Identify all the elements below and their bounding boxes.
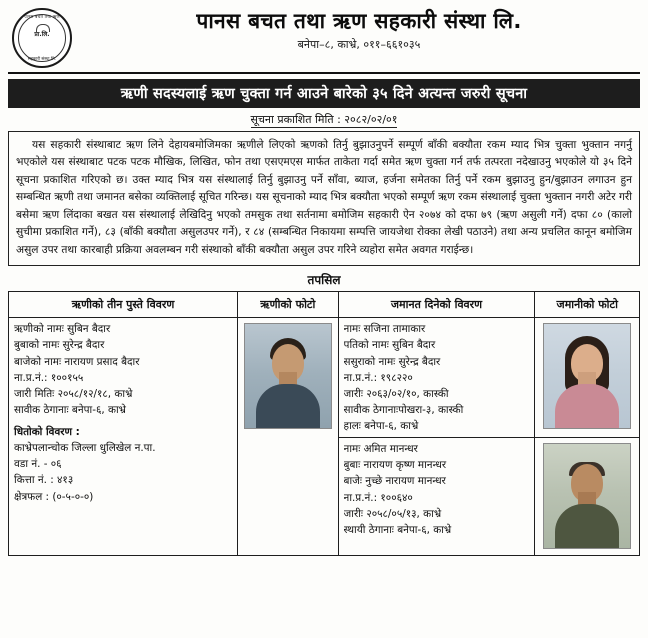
publication-date-text bbox=[251, 113, 398, 128]
guarantor-1-issue-line bbox=[344, 386, 530, 402]
guarantor-2-grandfather-value: नुच्छे नारायण मानन्धर bbox=[365, 475, 446, 488]
guarantor-1-name-value: सजिना तामाकार bbox=[363, 323, 426, 336]
guarantor-1-issue-label: जारीः bbox=[343, 387, 363, 400]
publication-date-label: सूचना प्रकाशित मिति : bbox=[250, 113, 341, 126]
borrower-name-value: सुबिन बैदार bbox=[67, 323, 111, 336]
table-header-row bbox=[9, 292, 640, 318]
borrower-photo-body bbox=[256, 384, 320, 428]
guarantor-2-grandfather-label: बाजेः bbox=[343, 475, 362, 488]
borrower-photo-cell bbox=[238, 318, 338, 556]
guarantor-1-current-value: बनेपा-६, काभ्रे bbox=[364, 420, 419, 433]
guarantor-2-issue-line bbox=[344, 506, 530, 522]
guarantor-2-permanent-line bbox=[344, 522, 530, 538]
guarantor-1-issue-value: २०६३/०२/१०, कास्की bbox=[366, 387, 449, 400]
guarantor-1-citizenship-value: १९८२२० bbox=[380, 371, 413, 384]
guarantor-2-citizenship-line bbox=[344, 490, 530, 506]
borrower-father-line bbox=[14, 337, 232, 353]
guarantor-2-name-label: नामः bbox=[343, 443, 361, 456]
guarantor-2-citizenship-label: ना.प्र.नं.: bbox=[343, 491, 378, 504]
borrower-name-line bbox=[14, 321, 232, 337]
guarantor-1-husband-line bbox=[344, 337, 530, 353]
borrower-name-label: ऋणीको नामः bbox=[14, 323, 64, 336]
th-borrower-details: ऋणीको तीन पुस्ते विवरण bbox=[9, 292, 238, 318]
guarantor-2-photo bbox=[543, 443, 631, 549]
borrower-grandfather-line bbox=[14, 354, 232, 370]
borrower-father-label: बुबाको नामः bbox=[14, 339, 60, 352]
borrower-details-cell bbox=[9, 318, 238, 556]
guarantor-1-photo bbox=[543, 323, 631, 429]
borrower-issue-label: जारी मितिः bbox=[14, 387, 55, 400]
guarantor-1-permanent-line: सावीक ठेगानाःपोखरा-३, कास्की bbox=[343, 403, 464, 416]
guarantor-2-father-label: बुबाः bbox=[343, 459, 361, 472]
guarantor-2-photo-body bbox=[555, 504, 619, 548]
cooperative-seal-icon bbox=[12, 8, 72, 68]
guarantor-1-father-in-law-value: सुरेन्द्र बैदार bbox=[398, 355, 441, 368]
borrower-issue-line bbox=[14, 386, 232, 402]
title-block bbox=[78, 6, 640, 52]
guarantor-1-citizenship-line bbox=[344, 370, 530, 386]
borrower-citizenship-line bbox=[14, 370, 232, 386]
th-guarantor-details: जमानत दिनेको विवरण bbox=[338, 292, 535, 318]
guarantor-2-details-cell bbox=[338, 438, 535, 556]
collateral-heading: धितोको विवरण : bbox=[14, 426, 80, 439]
borrower-citizenship-label: ना.प्र.नं.: bbox=[14, 371, 48, 384]
notice-body-box bbox=[8, 131, 640, 266]
guarantor-1-citizenship-label: ना.प्र.नं.: bbox=[343, 371, 378, 384]
guarantor-2-issue-label: जारीः bbox=[343, 507, 363, 520]
borrower-permanent-value: बनेपा-६, काभ्रे bbox=[71, 403, 126, 416]
guarantor-2-name-line bbox=[344, 441, 530, 457]
guarantor-2-photo-cell bbox=[535, 438, 640, 556]
guarantor-2-father-value: नारायण कृष्ण मानन्धर bbox=[363, 459, 447, 472]
borrower-photo bbox=[244, 323, 332, 429]
organization-address: बनेपा–८, काभ्रे, ०११–६६१०३५ bbox=[297, 38, 421, 52]
publication-date-value: २०८२/०२/०१ bbox=[344, 113, 398, 126]
seal-top-text: पानस बचत तथा ऋण bbox=[24, 14, 60, 19]
guarantor-1-details-cell bbox=[338, 318, 535, 438]
guarantor-1-father-in-law-line bbox=[344, 354, 530, 370]
th-borrower-photo: ऋणीको फोटो bbox=[238, 292, 338, 318]
guarantor-2-permanent-label: स्थायी ठेगानाः bbox=[343, 523, 394, 536]
seal-mid-text: प्रा.लि. bbox=[34, 31, 50, 38]
publication-date-line bbox=[8, 112, 640, 127]
guarantor-1-name-label: नामः bbox=[343, 323, 361, 336]
borrower-grandfather-label: बाजेको नामः bbox=[14, 355, 62, 368]
guarantor-2-grandfather-line bbox=[344, 473, 530, 489]
guarantor-2-name-value: अमित मानन्धर bbox=[363, 443, 418, 456]
table-row bbox=[9, 318, 640, 438]
organization-title: पानस बचत तथा ऋण सहकारी संस्था लि. bbox=[196, 9, 522, 33]
notice-headline-band: ऋणी सदस्यलाई ऋण चुक्ता गर्न आउने बारेको ३५ दिने अत्यन्त जरुरी सूचना bbox=[8, 79, 640, 108]
collateral-line-2: वडा नं. - ०६ bbox=[14, 458, 62, 471]
guarantor-1-current-label: हालः bbox=[343, 420, 361, 433]
guarantor-1-husband-label: पतिको नामः bbox=[343, 339, 389, 352]
borrower-citizenship-value: १००१५५ bbox=[50, 371, 84, 384]
seal-bottom-text: सहकारी संस्था लि. bbox=[27, 55, 57, 61]
tapsil-heading: तपसिल bbox=[307, 273, 341, 288]
borrower-permanent-line bbox=[14, 402, 232, 418]
guarantor-2-issue-value: २०५८/०५/१३, काभ्रे bbox=[366, 507, 442, 520]
borrower-grandfather-value: नारायण प्रसाद बैदार bbox=[64, 355, 140, 368]
collateral-line-1: काभ्रेपलान्चोक जिल्ला धुलिखेल न.पा. bbox=[14, 442, 156, 455]
guarantor-2-citizenship-value: १००६४० bbox=[380, 491, 413, 504]
notice-body-text: यस सहकारी संस्थाबाट ऋण लिने देहायबमोजिमका ऋणीले लिएको ऋणको तिर्नु बुझाउनुपर्ने सम्पूर्ण बाँकी बक्यौता रकम म्याद भित्र चुक्ता भुक्तान नगर्नु भएकोले यस संस्थाबाट पटक पटक मौखिक, लिखित, फोन तथा एसएमएस मार्फत ताकेता गर्दा समेत ऋण चुक्ता गर्न तर्फ तत्परता नदेखाउनु भएकोले यो ३५ दिने सूचना प्रकाशित गरिएको छ। उक्त म्याद भित्र यस संस्थालाई तिर्नु बुझाउनु पर्ने साँवा, ब्याज, हर्जना समेतका तिर्नु पर्ने रकम बुझाउनु हुन/बुझाउन लगाउन हुन सम्बन्धित ऋणी तथा जमानत बसेका व्यक्तिलाई सूचित गरिन्छ। यस सूचनाको म्याद भित्र बक्यौता भएको सम्पूर्ण ऋण रकम संस्थालाई चुक्ता भुक्तान नगरी अटेर गरी बसेमा ऋण लिंदाका बखत यस संस्थालाई लेखिदिनु भएको तमसुक तथा सर्तनामा बमोजिम सहकारी ऐन २०७४ को दफा ७९ (ऋण असुली गर्ने) दफा ८० (कालो सुचीमा प्रकाशित गर्ने), ८३ (बाँकी बक्यौता असुलउपर गर्ने), र ८४ (सम्बन्धित निकायमा सम्पत्ति जायजेथा रोक्का लेखी पठाउने) तथा अन्य प्रचलित कानून बमोजिम असुल उपर तथा कारबाही प्रक्रिया अवलम्बन गरी संस्थाको बाँकी बक्यौता असुल उपर गरिने व्यहोरा समेत अवगत गराईन्छ। bbox=[16, 139, 632, 256]
borrower-father-value: सुरेन्द्र बैदार bbox=[62, 339, 105, 352]
collateral-line-4: क्षेत्रफल : (०-५-०-०) bbox=[14, 490, 94, 503]
guarantor-2-permanent-value: बनेपा-६, काभ्रे bbox=[397, 523, 452, 536]
guarantor-2-father-line bbox=[344, 457, 530, 473]
guarantor-1-current-line bbox=[344, 418, 530, 434]
th-guarantor-photo: जमानीको फोटो bbox=[535, 292, 640, 318]
borrower-permanent-label: सावीक ठेगानाः bbox=[14, 403, 69, 416]
guarantor-1-name-line bbox=[344, 321, 530, 337]
collateral-line-3: कित्ता नं. : ४१३ bbox=[14, 474, 74, 487]
details-table bbox=[8, 291, 640, 556]
document-header bbox=[8, 6, 640, 74]
guarantor-1-father-in-law-label: ससुराको नामः bbox=[343, 355, 396, 368]
guarantor-1-photo-body bbox=[555, 384, 619, 428]
guarantor-1-photo-cell bbox=[535, 318, 640, 438]
borrower-issue-value: २०५८/१२/१८, काभ्रे bbox=[57, 387, 133, 400]
guarantor-1-husband-value: सुबिन बैदार bbox=[392, 339, 436, 352]
